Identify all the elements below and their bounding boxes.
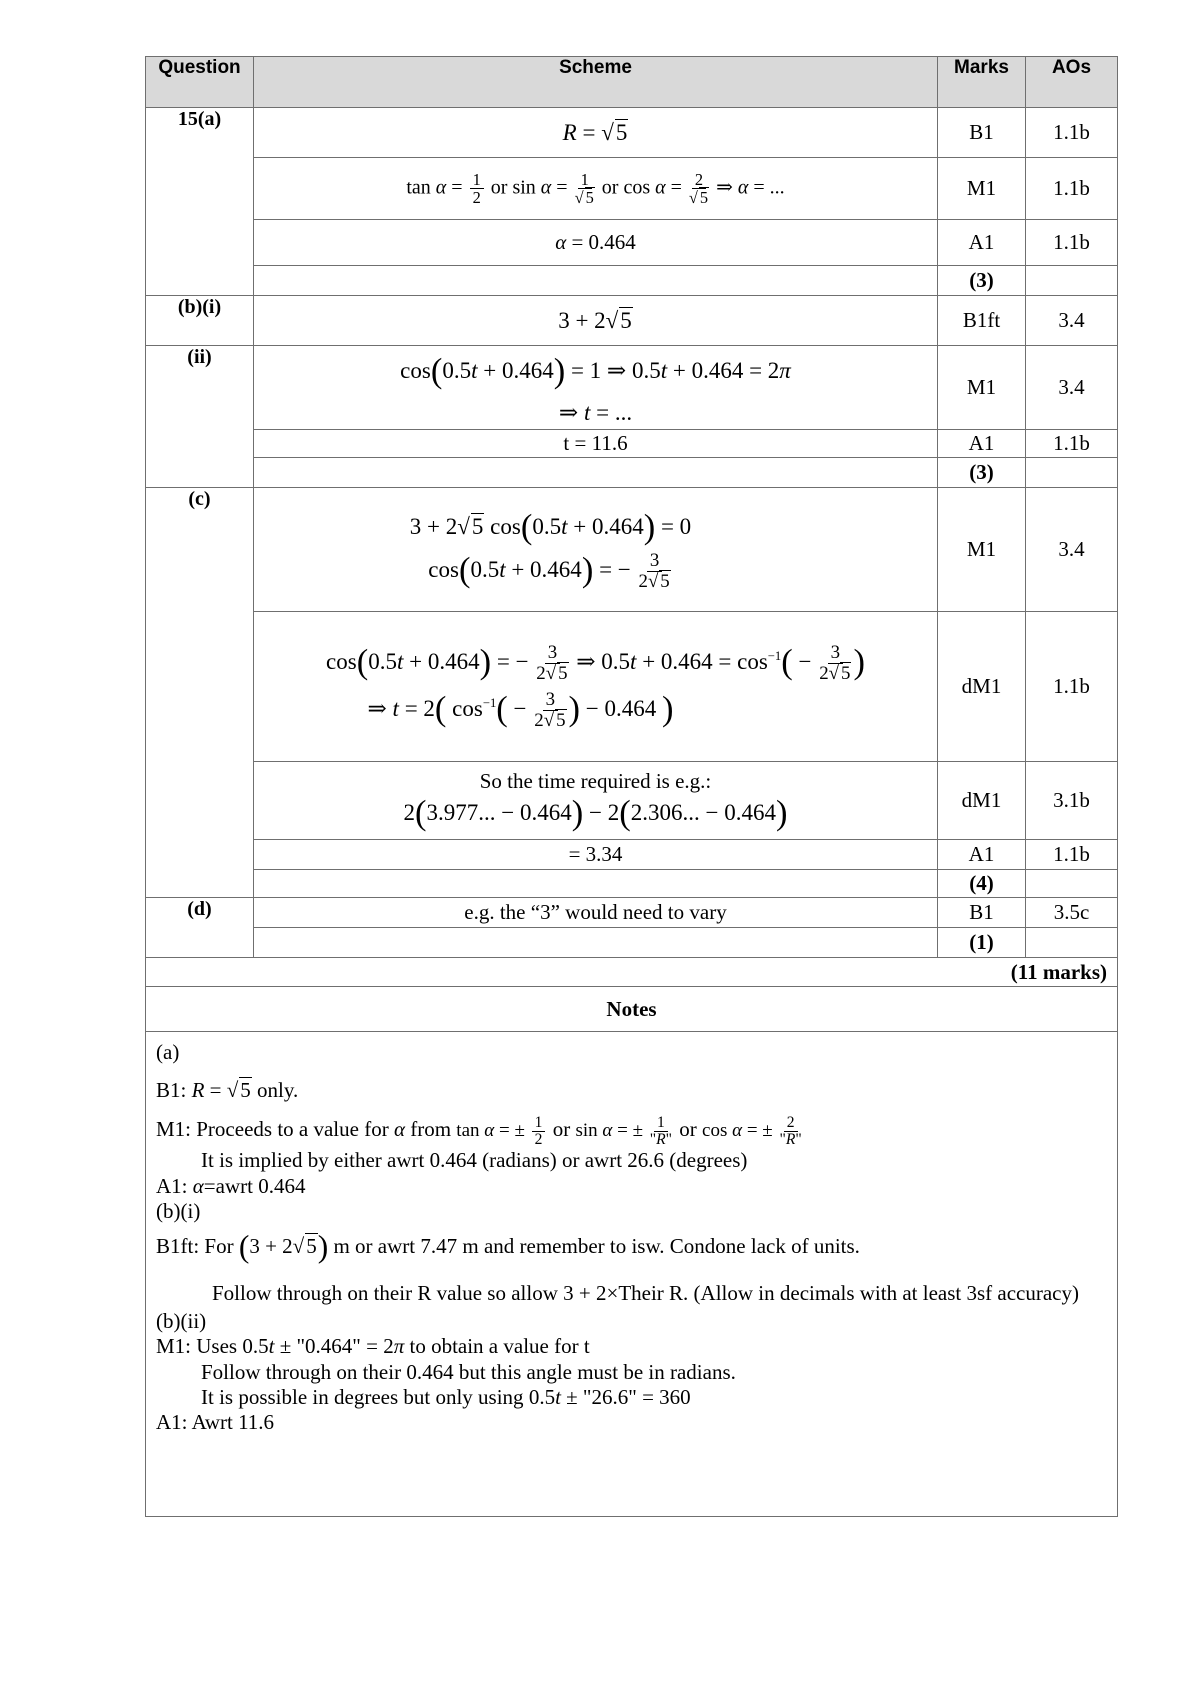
notes-part-bii: (b)(ii) (156, 1309, 207, 1334)
scheme-cell (254, 928, 938, 958)
scheme-cell (254, 266, 938, 296)
scheme-cell: α = 0.464 (254, 220, 938, 266)
notes-part-a: (a) (156, 1040, 180, 1065)
scheme-cell: cos(0.5t + 0.464) = 1 ⇒ 0.5t + 0.464 = 2π ⇒ t = ... (254, 346, 938, 430)
aos-cell: 1.1b (1026, 158, 1118, 220)
note-a1: A1: α=awrt 0.464 (156, 1173, 306, 1198)
marks-cell: A1 (938, 430, 1026, 458)
aos-cell: 1.1b (1026, 840, 1118, 870)
note-m1b-follow: Follow through on their 0.464 but this angle must be in radians. (201, 1359, 736, 1384)
table-row (146, 220, 1118, 266)
note-b1ft: B1ft: For (3 + 2√5) m or awrt 7.47 m and remember to isw. Condone lack of units. (156, 1228, 860, 1264)
note-b1: B1: R = √5 only. (156, 1077, 299, 1102)
header-row (146, 57, 1118, 108)
scheme-cell: cos(0.5t + 0.464) = − $\frac{3}{2√ 5}$ ⇒ $0.5t + 0.464 = \cos^{-1}$( − $\frac{3}{2√ 5}$ ) ⇒ t = 2( $\cos^{-1}$( − $\frac{3}{2√ 5}$ ) − 0.464 ) (254, 612, 938, 762)
note-m1b-degrees: It is possible in degrees but only using 0.5t ± "26.6" = 360 (201, 1384, 691, 1409)
header-marks: Marks (938, 57, 1026, 108)
scheme-cell: R = √5 (254, 108, 938, 158)
question-label: (d) (146, 898, 254, 958)
marks-cell: M1 (938, 158, 1026, 220)
scheme-cell: So the time required is e.g.: 2(3.977... − 0.464) − 2(2.306... − 0.464) (254, 762, 938, 840)
total-row (146, 958, 1118, 987)
aos-cell: 3.5c (1026, 898, 1118, 928)
note-m1b: M1: Uses 0.5t ± "0.464" = 2π to obtain a value for t (156, 1334, 590, 1359)
question-label: (b)(i) (146, 296, 254, 346)
header-question: Question (146, 57, 254, 108)
question-label: (c) (146, 488, 254, 898)
table-row (146, 762, 1118, 840)
marks-cell: M1 (938, 488, 1026, 612)
note-a1b: A1: Awrt 11.6 (156, 1410, 275, 1435)
scheme-cell: 3 + 2√5 (254, 296, 938, 346)
notes-part-bi: (b)(i) (156, 1198, 201, 1223)
notes-header-row (146, 987, 1118, 1032)
aos-cell (1026, 928, 1118, 958)
marks-cell: A1 (938, 220, 1026, 266)
marks-cell: M1 (938, 346, 1026, 430)
question-label: (ii) (146, 346, 254, 488)
aos-cell (1026, 458, 1118, 488)
table-row (146, 612, 1118, 762)
scheme-cell (254, 870, 938, 898)
table-row (146, 430, 1118, 458)
subtotal-row (146, 458, 1118, 488)
table-row (146, 488, 1118, 612)
aos-cell: 1.1b (1026, 430, 1118, 458)
aos-cell (1026, 266, 1118, 296)
aos-cell: 1.1b (1026, 220, 1118, 266)
marks-cell: B1ft (938, 296, 1026, 346)
or-text: or (601, 176, 619, 199)
notes-title: Notes (146, 987, 1118, 1032)
note-b1ft-follow: Follow through on their R value so allow 3 + 2×Their R. (Allow in decimals with at least 3sf accuracy) (212, 1280, 1079, 1305)
time-required-text: So the time required is e.g.: (479, 768, 712, 793)
question-label: 15(a) (146, 108, 254, 296)
header-scheme: Scheme (254, 57, 938, 108)
note-m1: M1: Proceeds to a value for α from tan α = ± $\frac{1}{2}$ or sin α = ± $\frac{1}{"R"}$ or cos α = ± $\frac{2}{"R"}$ (156, 1113, 802, 1149)
table-row (146, 108, 1118, 158)
subtotal-row (146, 266, 1118, 296)
scheme-cell: tan α = $\frac{1}{2}$ or sin α = $\frac{1}{√ 5}$ or cos α = $\frac{2}{√ 5}$ ⇒ α = ... (254, 158, 938, 220)
marks-cell: B1 (938, 898, 1026, 928)
subtotal-marks: (1) (938, 928, 1026, 958)
subtotal-marks: (4) (938, 870, 1026, 898)
aos-cell: 3.4 (1026, 346, 1118, 430)
scheme-cell (254, 458, 938, 488)
aos-cell: 3.4 (1026, 296, 1118, 346)
scheme-cell: t = 11.6 (254, 430, 938, 458)
marks-cell: A1 (938, 840, 1026, 870)
table-row (146, 158, 1118, 220)
subtotal-marks: (3) (938, 458, 1026, 488)
total-marks: (11 marks) (146, 958, 1118, 987)
table-row (146, 840, 1118, 870)
note-m1-implied: It is implied by either awrt 0.464 (radians) or awrt 26.6 (degrees) (201, 1148, 748, 1173)
table-row (146, 898, 1118, 928)
aos-cell: 3.4 (1026, 488, 1118, 612)
marks-cell: dM1 (938, 762, 1026, 840)
scheme-cell: e.g. the “3” would need to vary (254, 898, 938, 928)
subtotal-row (146, 928, 1118, 958)
scheme-cell: 3 + 2√5 cos(0.5t + 0.464) = 0 cos(0.5t + 0.464) = − $\frac{3}{2√ 5}$ (254, 488, 938, 612)
subtotal-marks: (3) (938, 266, 1026, 296)
header-aos: AOs (1026, 57, 1118, 108)
mark-scheme-page (145, 56, 1117, 1517)
or-text: or (490, 176, 508, 199)
aos-cell: 1.1b (1026, 612, 1118, 762)
marks-cell: dM1 (938, 612, 1026, 762)
notes-body (146, 1032, 1118, 1517)
table-row (146, 296, 1118, 346)
table-row (146, 346, 1118, 430)
notes-row (146, 1032, 1118, 1517)
aos-cell: 1.1b (1026, 108, 1118, 158)
subtotal-row (146, 870, 1118, 898)
aos-cell: 3.1b (1026, 762, 1118, 840)
marks-cell: B1 (938, 108, 1026, 158)
mark-scheme-table (145, 56, 1118, 1517)
aos-cell (1026, 870, 1118, 898)
scheme-cell: = 3.34 (254, 840, 938, 870)
